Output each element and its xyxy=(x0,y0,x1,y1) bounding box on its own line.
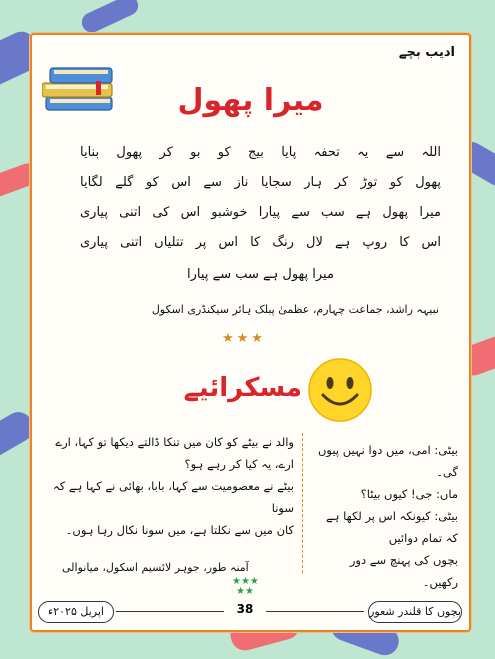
footer-rule xyxy=(266,611,364,612)
poem-body xyxy=(80,138,441,290)
joke-line: ارے، یہ کیا کر رہے ہو؟ xyxy=(184,457,294,471)
joke-left xyxy=(46,431,294,541)
footer-rule xyxy=(116,611,224,612)
joke-line: والد نے بیٹے کو کان میں تنکا ڈالتے دیکھا تو کہا، ارے xyxy=(55,435,294,449)
smiley-face-icon xyxy=(307,357,373,423)
page-number: 38 xyxy=(236,602,254,616)
joke-line: بچوں کی پہنچ سے دور رکھیں۔ xyxy=(349,553,458,589)
joke-line: بیٹے نے معصومیت سے کہا، بابا، بھائی نے کہا ہے کہ سونا xyxy=(53,479,294,515)
poem-line: پھول کو توڑ کر ہار سجایا ناز سے اس کو گلے لگایا xyxy=(80,175,441,190)
poem-line: اللہ سے یہ تحفہ پایا بیج کو بو کر پھول بنایا xyxy=(80,145,441,160)
star-icon: ★★★ xyxy=(222,331,266,346)
joke-line: کان میں سے نکلتا ہے، میں سونا نکال رہا ہوں۔ xyxy=(65,523,294,537)
poem-line: میرا پھول ہے سب سے پیارا خوشبو اس کی اتنی پیاری xyxy=(80,205,441,220)
joke-line: بیٹی: کیونکہ اس پر لکھا ہے کہ تمام دوائیں xyxy=(326,509,458,545)
joke-right xyxy=(312,439,458,593)
poem-title: میرا پھول xyxy=(177,83,324,118)
magazine-name: بچوں کا قلندر شعور xyxy=(368,601,462,623)
jokes-title: مسکرائیے xyxy=(183,373,302,403)
star-icon: ★★★ ★★ xyxy=(232,576,259,597)
section-title: ادیب بچے xyxy=(398,45,455,60)
background-stroke-blue xyxy=(79,0,142,36)
column-divider xyxy=(302,433,303,573)
issue-date: اپریل ۲۰۲۵ء xyxy=(38,601,114,623)
joke-line: بیٹی: امی، میں دوا نہیں پیوں گی۔ xyxy=(317,443,458,479)
page-footer xyxy=(32,601,469,623)
magazine-page xyxy=(30,33,471,632)
poem-credit: نبیہہ راشد، جماعت چہارم، عظمیٰ پبلک ہائر سیکنڈری اسکول xyxy=(151,303,439,316)
joke-credit: آمنہ طور، جوہر لائسیم اسکول، میانوالی xyxy=(62,561,249,574)
joke-line: ماں: جی! کیوں بیٹا؟ xyxy=(360,487,458,501)
poem-refrain: میرا پھول ہے سب سے پیارا xyxy=(187,267,334,282)
poem-line: اس کا روپ ہے لال رنگ کا اس پر تتلیاں اتنی پیاری xyxy=(80,235,441,250)
